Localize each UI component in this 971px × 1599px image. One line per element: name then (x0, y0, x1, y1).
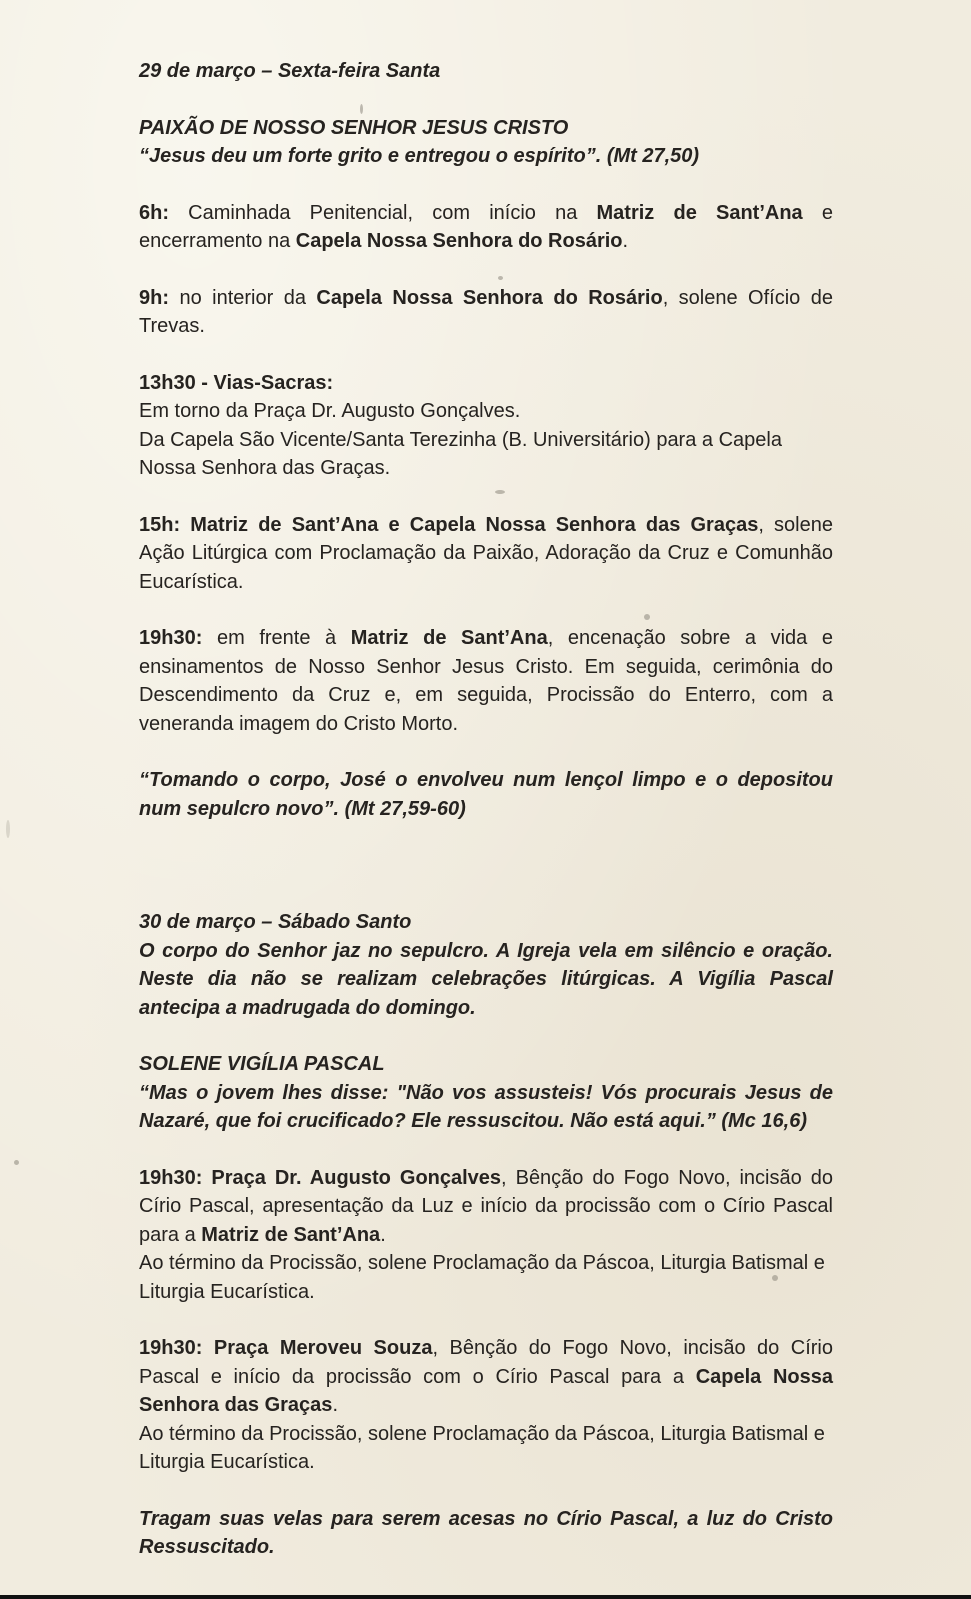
event-text: , Bênção do Fogo Novo, incisão do Círio Pascal, apresentação da Luz e início da procissão com o Círio Pascal para a (139, 1166, 833, 1246)
date-heading-sabado: 30 de março – Sábado Santo (139, 911, 412, 933)
place-name: Matriz de Sant’Ana (596, 201, 803, 224)
event-text: Caminhada Penitencial, com início na (169, 201, 597, 224)
event-time: 9h: (139, 286, 169, 309)
event-6h (139, 199, 833, 256)
place-name: Matriz de Sant’Ana (201, 1223, 381, 1246)
event-text: , Bênção do Fogo Novo, incisão do Círio Pascal e início da procissão com o Círio Pascal para a (139, 1337, 833, 1388)
scripture-quote-mt-27-50: “Jesus deu um forte grito e entregou o espírito”. (Mt 27,50) (139, 145, 700, 167)
event-13h30 (139, 369, 833, 483)
place-name: Praça Meroveu Souza (202, 1337, 433, 1359)
closing-note-velas: Tragam suas velas para serem acesas no Círio Pascal, a luz do Cristo Ressuscitado. (139, 1507, 833, 1558)
scripture-quote-mt-27-59: “Tomando o corpo, José o envolveu num lençol limpo e o depositou num sepulcro novo”. (Mt 27,59-60) (139, 769, 833, 820)
event-after-text: Ao término da Procissão, solene Proclamação da Páscoa, Liturgia Batismal e Liturgia Eucarística. (139, 1422, 825, 1473)
place-name: Matriz de Sant’Ana e Capela Nossa Senhora das Graças (180, 513, 759, 536)
section-title-paixao: PAIXÃO DE NOSSO SENHOR JESUS CRISTO (139, 116, 569, 139)
sabado-intro: O corpo do Senhor jaz no sepulcro. A Igreja vela em silêncio e oração. Neste dia não se realizam celebrações litúrgicas. A Vigília Pascal antecipa a madrugada do domingo. (139, 939, 833, 1019)
event-15h (139, 511, 833, 597)
place-name: Praça Dr. Augusto Gonçalves (202, 1166, 502, 1189)
place-name: Matriz de Sant’Ana (350, 627, 548, 649)
event-19h30-praca-augusto (139, 1164, 833, 1307)
event-text: , encenação sobre a vida e ensinamentos de Nosso Senhor Jesus Cristo. Em seguida, cerimônia do Descendimento da Cruz e, em seguida, Procissão do Enterro, com a veneranda imagem do Cristo Morto. (139, 627, 833, 735)
place-name: Capela Nossa Senhora do Rosário (295, 230, 623, 252)
place-name: Capela Nossa Senhora do Rosário (316, 286, 663, 309)
event-after-text: Ao término da Procissão, solene Proclamação da Páscoa, Liturgia Batismal e Liturgia Eucarística. (139, 1252, 825, 1303)
section-title-vigilia: SOLENE VIGÍLIA PASCAL (139, 1053, 385, 1075)
bottom-edge-line (0, 1595, 971, 1599)
date-heading-sexta: 29 de março – Sexta-feira Santa (139, 60, 441, 82)
event-text: , solene Ofício de Trevas. (139, 286, 833, 337)
event-time: 15h: (139, 513, 181, 536)
event-text: e encerramento na (139, 201, 833, 252)
event-text: . (380, 1223, 386, 1246)
event-text: em frente à (202, 627, 351, 649)
event-time: 19h30: (139, 627, 203, 649)
event-line: Em torno da Praça Dr. Augusto Gonçalves. (139, 400, 521, 422)
event-time: 19h30: (139, 1166, 203, 1189)
event-paragraph (139, 1334, 833, 1420)
event-line: Da Capela São Vicente/Santa Terezinha (B. Universitário) para a Capela Nossa Senhora das Graças. (139, 428, 782, 479)
event-heading: 13h30 - Vias-Sacras: (139, 371, 334, 394)
scripture-quote-mc-16-6: “Mas o jovem lhes disse: "Não vos assusteis! Vós procurais Jesus de Nazaré, que foi crucificado? Ele ressuscitou. Não está aqui.” (Mc 16,6) (139, 1081, 833, 1132)
event-text: . (622, 230, 629, 252)
event-paragraph (139, 1164, 833, 1250)
event-9h (139, 284, 833, 341)
event-text: , solene Ação Litúrgica com Proclamação da Paixão, Adoração da Cruz e Comunhão Eucarística. (139, 513, 833, 593)
document-body (139, 57, 833, 1562)
event-19h30-praca-meroveu (139, 1334, 833, 1477)
event-time: 6h: (139, 201, 169, 224)
paper-speck (6, 820, 10, 838)
event-19h30-sexta (139, 624, 833, 738)
paper-speck (14, 1160, 19, 1165)
place-name: Capela Nossa Senhora das Graças (139, 1365, 834, 1416)
event-text: no interior da (169, 286, 317, 309)
event-time: 19h30: (139, 1337, 203, 1359)
event-text: . (332, 1394, 338, 1416)
